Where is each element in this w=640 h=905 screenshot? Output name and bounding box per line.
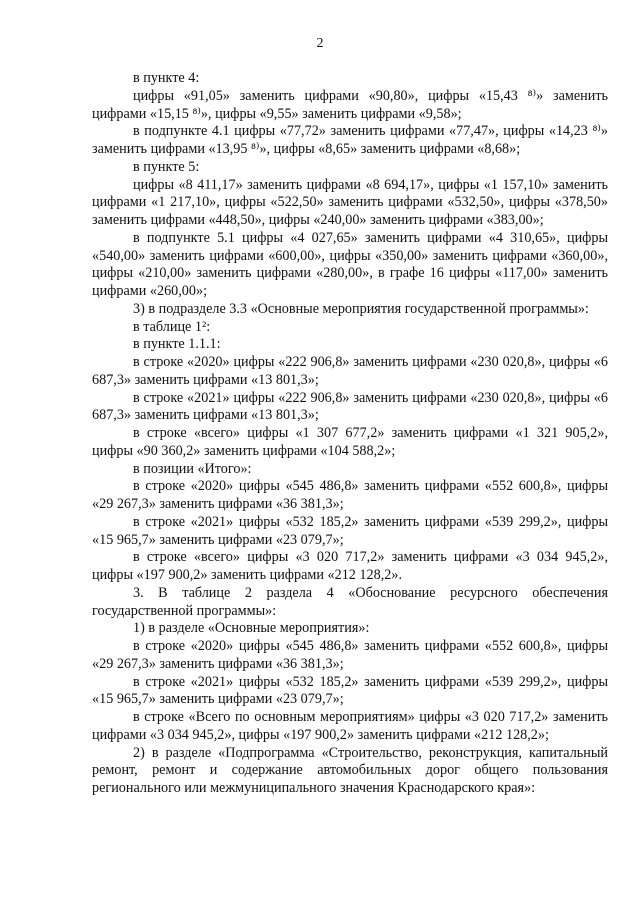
paragraph-12: в строке «всего» цифры «1 307 677,2» заменить цифрами «1 321 905,2», цифры «90 360,2» заменить цифрами «104 588,2»; [92,425,608,459]
document-body [92,70,608,798]
paragraph-14: в строке «2020» цифры «545 486,8» заменить цифрами «552 600,8», цифры «29 267,3» заменить цифрами «36 381,3»; [92,478,608,512]
paragraph-19: в строке «2020» цифры «545 486,8» заменить цифрами «552 600,8», цифры «29 267,3» заменить цифрами «36 381,3»; [92,638,608,672]
paragraph-20: в строке «2021» цифры «532 185,2» заменить цифрами «539 299,2», цифры «15 965,7» заменить цифрами «23 079,7»; [92,673,608,708]
paragraph-1: в пункте 4: [133,70,200,86]
paragraph-17: 3. В таблице 2 раздела 4 «Обоснование ресурсного обеспечения государственной программы»: [92,584,608,619]
paragraph-16: в строке «всего» цифры «3 020 717,2» заменить цифрами «3 034 945,2», цифры «197 900,2» заменить цифрами «212 128,2». [92,549,608,583]
paragraph-5: цифры «8 411,17» заменить цифрами «8 694,17», цифры «1 157,10» заменить цифрами «1 217,10», цифры «522,50» заменить цифрами «532,50», цифры «378,50» заменить цифрами «448,50», цифры «240,00» заменить цифрами «383,00»; [92,176,608,228]
paragraph-8: в таблице 1²: [133,318,211,335]
paragraph-18: 1) в разделе «Основные мероприятия»: [133,620,370,637]
paragraph-3: в подпункте 4.1 цифры «77,72» заменить цифрами «77,47», цифры «14,23 ⁸⁾» заменить цифрами «13,95 ⁸⁾», цифры «8,65» заменить цифрами «8,68»; [92,123,608,157]
paragraph-4: в пункте 5: [133,158,200,175]
paragraph-15: в строке «2021» цифры «532 185,2» заменить цифрами «539 299,2», цифры «15 965,7» заменить цифрами «23 079,7»; [92,513,608,548]
paragraph-11: в строке «2021» цифры «222 906,8» заменить цифрами «230 020,8», цифры «6 687,3» заменить цифрами «13 801,3»; [92,389,608,424]
paragraph-13: в позиции «Итого»: [133,460,252,477]
paragraph-21: в строке «Всего по основным мероприятиям» цифры «3 020 717,2» заменить цифрами «3 034 945,2», цифры «197 900,2» заменить цифрами «212 128,2»; [92,709,608,743]
paragraph-7: 3) в подразделе 3.3 «Основные мероприятия государственной программы»: [133,300,589,317]
paragraph-2: цифры «91,05» заменить цифрами «90,80», цифры «15,43 ⁸⁾» заменить цифрами «15,15 ⁸⁾», цифры «9,55» заменить цифрами «9,58»; [92,87,608,122]
paragraph-10: в строке «2020» цифры «222 906,8» заменить цифрами «230 020,8», цифры «6 687,3» заменить цифрами «13 801,3»; [92,354,608,388]
page-number: 2 [316,36,324,51]
paragraph-6: в подпункте 5.1 цифры «4 027,65» заменить цифрами «4 310,65», цифры «540,00» заменить цифрами «600,00», цифры «350,00» заменить цифрами «360,00», цифры «210,00» заменить цифрами «280,00», в графе 16 цифры «117,00» заменить цифрами «260,00»; [92,229,608,299]
paragraph-22: 2) в разделе «Подпрограмма «Строительство, реконструкция, капитальный ремонт, ремонт и содержание автомобильных дорог общего пользования регионального или межмуниципального значения Краснодарского края»: [92,744,608,796]
paragraph-9: в пункте 1.1.1: [133,336,221,353]
